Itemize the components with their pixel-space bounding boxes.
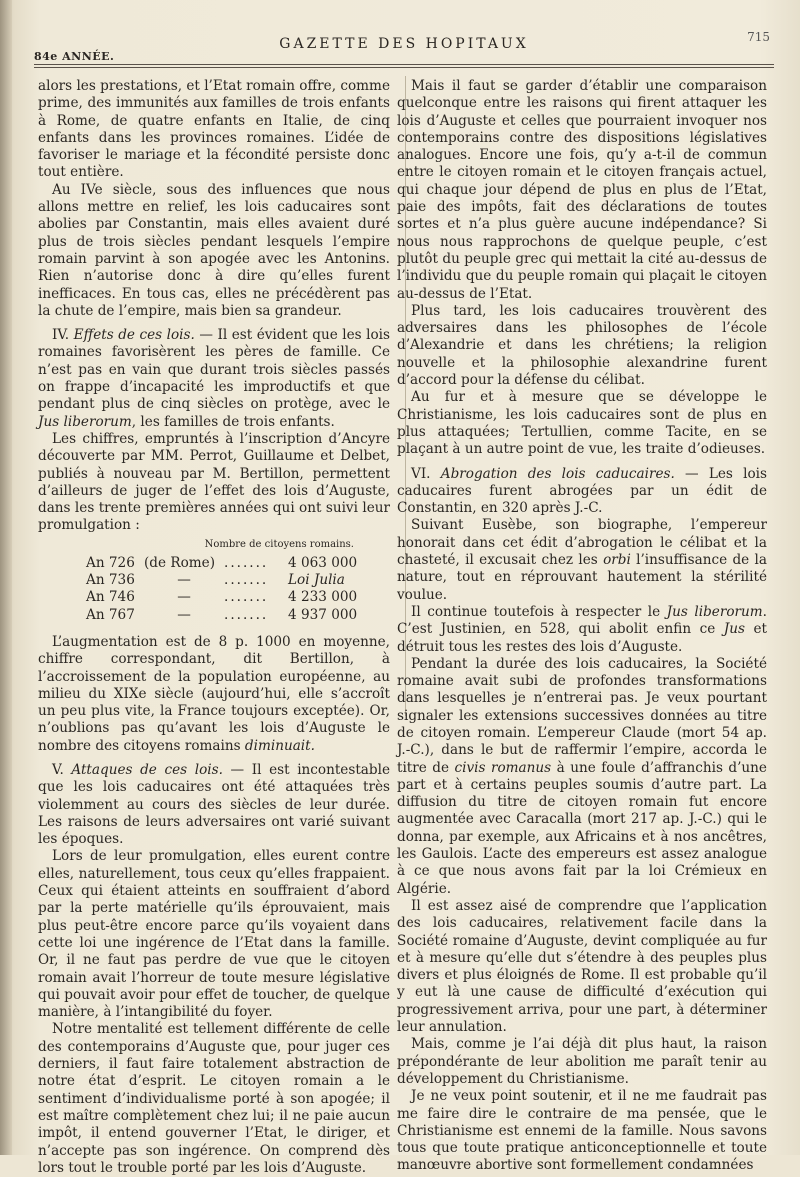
header-rule [34,64,774,65]
paragraph: Plus tard, les lois caducaires trouvèrent des adversaires dans les philosophes de l’école d’Alexandrie et dans les chrétiens; la religion nouvelle et la philosophie alexandrine furent d’accord pour la défense du célibat. [397,302,767,389]
section-title: Attaques de ces lois. [71,761,223,778]
page-number: 715 [747,30,770,44]
issue-label: 84e ANNÉE. [34,50,115,63]
table-row: An 726 (de Rome) ....... 4 063 000 [86,554,358,571]
paragraph: Il est assez aisé de comprendre que l’application des lois caducaires, relativement facile dans la Société romaine d’Auguste, devint compliquée au fur et à mesure qu’elle dut s’étendre à des peuples plus divers et plus éloignés de Rome. Il est probable qu’il y eut là une cause de difficulté d’exécution qui progressivement arriva, pour une part, à déterminer leur annulation. [397,897,767,1036]
section-number: V. [52,761,64,778]
paragraph: Suivant Eusèbe, son biographe, l’empereur honorait dans cet édit d’abrogation le célibat et la chasteté, il excusait chez les orbi l’insuffisance de la nature, tout en réprouvant hautement la stérilité voulue. [397,517,767,603]
section-v-paragraph: V. Attaques de ces lois. — Il est incontestable que les lois caducaires ont été attaquées très violemment au cours des siècles de leur durée. Les raisons de leurs adversaires ont varié suivant les époques. [38,761,390,848]
paragraph: alors les prestations, et l’Etat romain offre, comme prime, des immunités aux familles de trois enfants à Rome, de quatre enfants en Italie, de cinq enfants dans les provinces romaines. L’idée de favoriser le mariage et la fécondité persiste donc tout entière. [38,78,390,181]
citizen-count-table [38,539,390,624]
section-number: VI. [411,465,431,482]
paragraph: Notre mentalité est tellement différente de celle des contemporains d’Auguste que, pour juger ces derniers, il faut faire totalement abstraction de notre état d’esprit. Le citoyen romain a le sentiment d’individualisme porté à son apogée; il est maître complètement chez lui; il ne paie aucun impôt, il entend gouverner l’Etat, le diriger, et n’accepte pas son ingérence. On comprend dès lors tout le trouble porté par les lois d’Auguste. [38,1021,390,1176]
header-rule-double [34,67,774,68]
table-header: Nombre de citoyens romains. [204,538,354,550]
paragraph: Je ne veux point soutenir, et il ne me faudrait pas me faire dire le contraire de ma pensée, que le Christianisme est ennemi de la famille. Nous savons tous que toute pratique anticonceptionnelle et toute manœuvre abortive sont formellement condamnées [397,1088,767,1174]
paragraph: L’augmentation est de 8 p. 1000 en moyenne, chiffre correspondant, dit Bertillon, à l’accroissement de la population européenne, au milieu du XIXe siècle (aujourd’hui, elle s’accroît un peu plus vite, la France toujours exceptée). Or, n’oublions pas qu’avant les lois d’Auguste le nombre des citoyens romains diminuait. [38,633,390,754]
section-title: Effets de ces lois. [73,327,195,344]
section-number: IV. [52,327,70,344]
paragraph: Mais, comme je l’ai déjà dit plus haut, la raison prépondérante de leur abolition me paraît tenir au développement du Christianisme. [397,1036,767,1087]
section-iv-paragraph: IV. Effets de ces lois. — Il est évident que les lois romaines favorisèrent les pères de famille. Ce n’est pas en vain que durant trois siècles passés on frappe d’incapacité les improductifs et que pendant plus de cinq siècles on protège, avec le Jus liberorum, les familles de trois enfants. [38,327,391,430]
paragraph: Au IVe siècle, sous des influences que nous allons mettre en relief, les lois caducaires sont abolies par Constantin, mais elles avaient duré plus de trois siècles pendant lesquels l’empire romain parvint à son apogée avec les Antonins. Rien n’autorise donc à dire qu’elles furent inefficaces. En tous cas, elles ne précédèrent pas la chute de l’empire, mais bien sa grandeur. [38,181,390,319]
section-vi-paragraph: VI. Abrogation des lois caducaires. — Les lois caducaires furent abrogées par un édit de Constantin, en 320 après J.-C. [397,465,767,517]
paragraph: Pendant la durée des lois caducaires, la Société romaine avait subi de profondes transformations dans lesquelles je n’entrerai pas. Je veux pourtant signaler les extensions successives données au titre de citoyen romain. L’empereur Claude (mort 54 ap. J.-C.), dans le but de raffermir l’empire, accorda le titre de civis romanus à une foule d’affranchis d’une part et à certains peuples soumis d’autre part. La diffusion du titre de citoyen romain fut encore augmentée avec Caracalla (mort 217 ap. J.-C.) qui le donna, par exemple, aux Africains et à nos ancêtres, les Gaulois. L’acte des empereurs est assez analogue à ce que nous avons fait par la loi Crémieux en Algérie. [397,655,767,897]
table-row: An 736 — ....... Loi Julia [86,572,345,589]
binding-shadow [0,0,12,1155]
table-row: An 767 — ....... 4 937 000 [86,606,358,623]
left-column [38,78,390,1177]
right-column [397,78,767,1175]
paragraph: Les chiffres, empruntés à l’inscription d’Ancyre découverte par MM. Perrot, Guillaume et Delbet, publiés à nouveau par M. Bertillon, permettent d’ailleurs de juger de l’effet des lois d’Auguste, dans les trente premières années qui ont suivi leur promulgation : [38,430,390,534]
table-row: An 746 — ....... 4 233 000 [86,589,358,606]
paragraph: Mais il faut se garder d’établir une comparaison quelconque entre les raisons qui firent attaquer les lois d’Auguste et celles que pourraient invoquer nos contemporains contre des dispositions législatives analogues. Encore une fois, qu’y a-t-il de commun entre le citoyen romain et le citoyen français actuel, qui chaque jour dépend de plus en plus de l’Etat, paie des impôts, fait des déclarations de toutes sortes et n’a plus guère aucune indépendance? Si nous nous rapprochons de quelque peuple, c’est plutôt du peuple grec qui mettait la cité au-dessus de l’individu que du peuple romain qui plaçait le citoyen au-dessus de l’Etat. [397,78,767,302]
paragraph: Lors de leur promulgation, elles eurent contre elles, naturellement, tous ceux qu’elles frappaient. Ceux qui étaient atteints en souffraient d’abord par la perte matérielle qu’ils éprouvaient, mais plus peut-être encore parce qu’ils voyaient dans cette loi une ingérence de l’Etat dans la famille. Or, il ne faut pas perdre de vue que le citoyen romain avait l’horreur de toute mesure législative qui pouvait avoir pour effet de toucher, de quelque manière, à l’intangibilité du foyer. [38,848,390,1021]
section-title: Abrogation des lois caducaires. [440,465,675,482]
paragraph: Au fur et à mesure que se développe le Christianisme, les lois caducaires sont de plus en plus attaquées; Tertullien, comme Tacite, en se plaçant à un autre point de vue, les traite d’odieuses. [397,389,767,458]
journal-title: GAZETTE DES HOPITAUX [279,36,529,52]
paragraph: Il continue toutefois à respecter le Jus liberorum. C’est Justinien, en 528, qui abolit enfin ce Jus et détruit tous les restes des lois d’Auguste. [397,603,767,655]
